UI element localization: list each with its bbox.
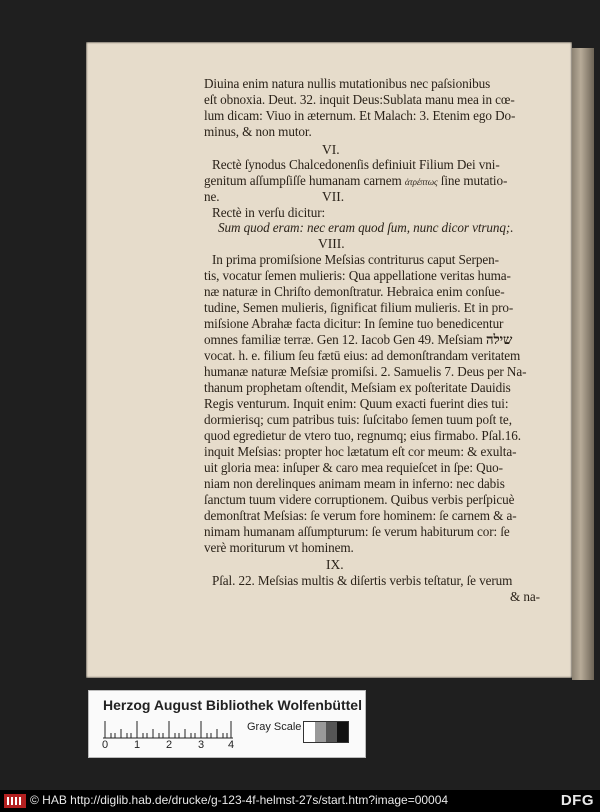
text-line: tudine, Semen mulieris, ſignificat filium mulieris. Et in pro- [204, 300, 514, 315]
section-heading-viii: VIII. [318, 236, 345, 251]
text-line: ſanctum tuum videre corruptionem. Quibus verbis perſpicuè [204, 492, 515, 507]
ruler-number: 3 [198, 739, 205, 751]
text-line: Rectè in verſu dicitur: [212, 205, 326, 220]
text-line: quod egredietur de vtero tuo, regnumq; eius firmabo. Pſal.16. [204, 428, 521, 443]
library-logo-icon [4, 794, 26, 808]
text-line: Diuina enim natura nullis mutationibus nec paſsionibus [204, 76, 491, 91]
text-line: thanum prophetam oſtendit, Meſsiam ex poſteritate Dauidis [204, 380, 511, 395]
gray-swatch [337, 722, 348, 742]
ruler-number: 0 [102, 739, 109, 751]
text-line: lum dicam: Viuo in æternum. Et Malach: 3. Etenim ego Do- [204, 108, 516, 123]
copyright-url: © HAB http://diglib.hab.de/drucke/g-123-4f-helmst-27s/start.htm?image=00004 [30, 793, 449, 807]
gray-swatch [326, 722, 337, 742]
library-name: Herzog August Bibliothek Wolfenbüttel [103, 697, 362, 713]
text-span: omnes familiæ terræ. Gen 12. Iacob Gen 49. Meſsiam [204, 332, 487, 347]
hebrew-word: שילה [486, 332, 513, 347]
text-line: humanæ naturæ Meſsiæ promiſsi. 2. Samuelis 7. Deus per Na- [204, 364, 527, 379]
gray-swatch [315, 722, 326, 742]
adjacent-page-edge [572, 48, 594, 680]
text-line: niam non derelinques animam meam in inferno: nec dabis [204, 476, 505, 491]
dfg-logo: DFG [560, 792, 594, 809]
page-text [86, 42, 572, 678]
text-line: Rectè ſynodus Chalcedonenſis definiuit Filium Dei vni- [212, 157, 500, 172]
footer-bar [0, 790, 600, 812]
text-line: eſt obnoxia. Deut. 32. inquit Deus:Sublata manu mea in cœ- [204, 92, 515, 107]
text-span: ſine mutatio- [437, 173, 508, 188]
text-line: In prima promiſsione Meſsias contriturus caput Serpen- [212, 252, 499, 267]
text-line: miſsione Abrahæ facta dicitur: In ſemine tuo benedicentur [204, 316, 504, 331]
section-heading-vi: VI. [322, 142, 340, 157]
text-line: ne. [204, 189, 220, 204]
color-calibration-label [88, 690, 366, 758]
greek-word: ἀτρέπτως [404, 177, 438, 187]
text-line: tis, vocatur ſemen mulieris: Qua appellatione veritas huma- [204, 268, 511, 283]
gray-scale-swatches [303, 721, 349, 743]
text-line: demonſtrat Meſsias: ſe verum fore hominem: ſe carnem & a- [204, 508, 517, 523]
gray-swatch [304, 722, 315, 742]
section-heading-vii: VII. [322, 189, 345, 204]
catchword: & na- [510, 589, 540, 604]
text-line: næ naturæ in Chriſto demonſtratur. Hebraica enim conſue- [204, 284, 505, 299]
text-line [204, 332, 512, 348]
ruler-scale [103, 719, 233, 739]
text-line: Pſal. 22. Meſsias multis & diſertis verbis teſtatur, ſe verum [212, 573, 513, 588]
text-line [204, 173, 507, 190]
ruler-number: 4 [228, 739, 235, 751]
text-line: inquit Meſsias: propter hoc lætatum eſt cor meum: & exulta- [204, 444, 517, 459]
text-line: minus, & non mutor. [204, 124, 312, 139]
text-line: Regis venturum. Inquit enim: Quum exacti fuerint dies tui: [204, 396, 509, 411]
section-heading-ix: IX. [326, 557, 344, 572]
text-line: vocat. h. e. filium ſeu fætū eius: ad demonſtrandam veritatem [204, 348, 521, 363]
text-line: uit gloria mea: inſuper & caro mea requieſcet in ſpe: Quo- [204, 460, 503, 475]
verse-line: Sum quod eram: nec eram quod ſum, nunc dicor vtrunq;. [218, 220, 514, 235]
text-span: genitum aſſumpſiſſe humanam carnem [204, 173, 405, 188]
text-line: nimam humanam aſſumpturum: ſe verum habiturum cor: ſe [204, 524, 510, 539]
text-line: dormierisq; cum patribus tuis: ſuſcitabo ſemen tuum poſt te, [204, 412, 512, 427]
ruler-number: 2 [166, 739, 173, 751]
text-line: verè moriturum vt hominem. [204, 540, 354, 555]
book-page [86, 42, 572, 678]
gray-scale-label: Gray Scale [247, 721, 302, 733]
ruler-number: 1 [134, 739, 141, 751]
